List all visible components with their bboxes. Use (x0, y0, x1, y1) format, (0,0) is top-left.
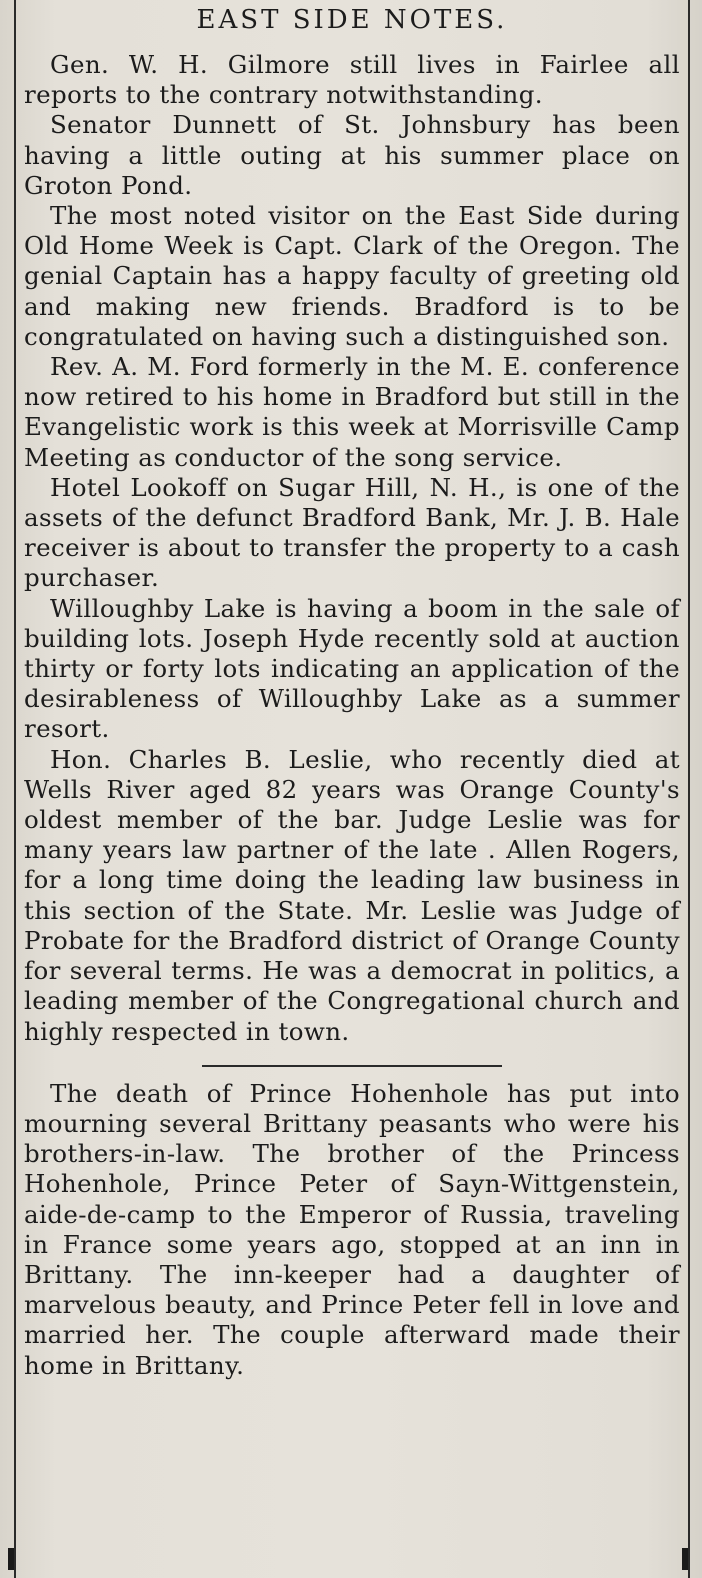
paragraph-dunnett: Senator Dunnett of St. Johnsbury has been having a little outing at his summer place on Groton Pond. (24, 110, 680, 200)
column-end-mark-left (8, 1548, 14, 1570)
article-divider (202, 1065, 502, 1067)
paragraph-rev-ford: Rev. A. M. Ford formerly in the M. E. conference now retired to his home in Bradford but still in the Evangelistic work is this week at Morrisville Camp Meeting as conductor of the song service. (24, 352, 680, 472)
headline: EAST SIDE NOTES. (196, 5, 508, 35)
paragraph-hotel-lookoff: Hotel Lookoff on Sugar Hill, N. H., is one of the assets of the defunct Bradford Bank, Mr. J. B. Hale receiver is about to transfer the property to a cash purchaser. (24, 472, 680, 593)
column-rule-right (688, 0, 690, 1578)
paragraph-willoughby-lake: Willoughby Lake is having a boom in the sale of building lots. Joseph Hyde recently sold at auction thirty or forty lots indicating an application of the desirableness of Willoughby Lake as a summer resort. (24, 593, 680, 744)
paragraph-gilmore: Gen. W. H. Gilmore still lives in Fairlee all reports to the contrary notwithstanding. (24, 50, 680, 110)
paragraph-prince-hohenhole: The death of Prince Hohenhole has put into mourning several Brittany peasants who were his brothers-in-law. The brother of the Princess Hohenhole, Prince Peter of Sayn-Wittgenstein, aide-de-camp to the Emperor of Russia, traveling in France some years ago, stopped at an inn in Brittany. The inn-keeper had a daughter of marvelous beauty, and Prince Peter fell in love and married her. The couple afterward made their home in Brittany. (24, 1078, 680, 1380)
paragraph-capt-clark: The most noted visitor on the East Side during Old Home Week is Capt. Clark of the Oregon. The genial Captain has a happy faculty of greeting old and making new friends. Bradford is to be congratulated on having such a distinguished son. (24, 201, 680, 351)
newspaper-column (24, 0, 680, 1381)
column-end-mark-right (682, 1548, 688, 1570)
column-rule-left (14, 0, 16, 1578)
paragraph-leslie-obituary: Hon. Charles B. Leslie, who recently died at Wells River aged 82 years was Orange County's oldest member of the bar. Judge Leslie was for many years law partner of the late . Allen Rogers, for a long time doing the leading law business in this section of the State. Mr. Leslie was Judge of Probate for the Bradford district of Orange County for several terms. He was a democrat in politics, a leading member of the Congregational church and highly respected in town. (24, 744, 680, 1046)
